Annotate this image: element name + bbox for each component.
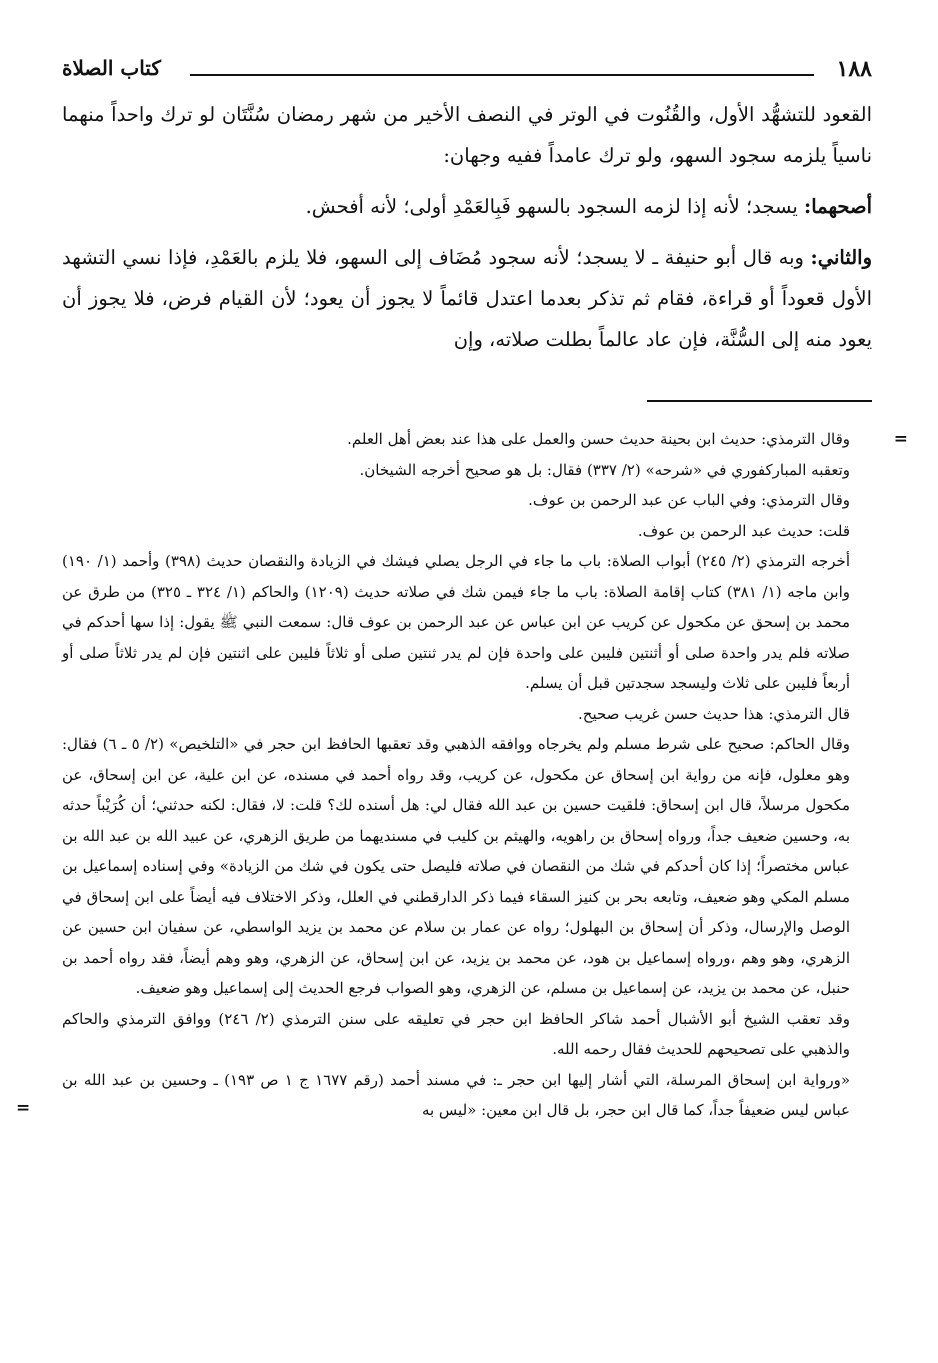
paragraph-3-label: والثاني: bbox=[810, 246, 873, 269]
paragraph-2 bbox=[62, 186, 872, 227]
paragraph-2-text: يسجد؛ لأنه إذا لزمه السجود بالسهو فَبِالعَمْدِ أولى؛ لأنه أفحش. bbox=[305, 195, 798, 218]
page-number: ١٨٨ bbox=[836, 56, 872, 82]
footnote-line: «ورواية ابن إسحاق المرسلة، التي أشار إليها ابن حجر ـ: في مسند أحمد (رقم ١٦٧٧ ج ١ ص ١٩٣) ـ وحسين بن عبد الله بن عباس ليس ضعيفاً جداً، كما قال ابن حجر، بل قال ابن معين: «ليس به bbox=[62, 1070, 851, 1119]
paragraph-1: القعود للتشهُّد الأول، والقُنُوت في الوتر في النصف الأخير من شهر رمضان سُنَّتَان لو ترك واحداً منهما ناسياً يلزمه سجود السهو، ولو ترك عامداً ففيه وجهان: bbox=[62, 103, 872, 167]
footnote-line: وتعقبه المباركفوري في «شرحه» (٢/ ٣٣٧) فقال: بل هو صحيح أخرجه الشيخان. bbox=[359, 460, 850, 479]
footnote-line: أخرجه الترمذي (٢/ ٢٤٥) أبواب الصلاة: باب ما جاء في الرجل يصلي فيشك في الزيادة والنقصان حديث (٣٩٨) وأحمد (١/ ١٩٠) وابن ماجه (١/ ٣٨١) كتاب إقامة الصلاة: باب ما جاء فيمن شك في صلاته حديث (١٢٠٩) والحاكم (١/ ٣٢٤ ـ ٣٢٥) من طرق عن محمد بن إسحق عن مكحول عن كريب عن ابن عباس عن عبد الرحمن بن عوف قال: سمعت النبي ﷺ يقول: إذا سها أحدكم في صلاته فلم يدر واحدة صلى أو أثنتين فليبن على واحدة فإن لم يدر ثنتين صلى أو ثلاثاً فليبن على اثنتين فإن لم يدر ثلاثاً صلى أو أربعاً فليبن على ثلاث وليسجد سجدتين قبل أن يسلم. bbox=[62, 552, 850, 692]
page-header bbox=[62, 52, 872, 92]
paragraph-3-text: وبه قال أبو حنيفة ـ لا يسجد؛ لأنه سجود مُضَاف إلى السهو، فلا يلزم بالعَمْدِ، فإذا نسي التشهد الأول قعوداً أو قراءة، فقام ثم تذكر بعدما اعتدل قائماً لا يجوز أن يعود؛ لأن القيام فرض، فلا يجوز أن يعود منه إلى السُّنَّة، فإن عاد عالماً بطلت صلاته، وإن bbox=[62, 246, 872, 351]
main-text bbox=[62, 94, 872, 360]
footnote-line: وقال الترمذي: وفي الباب عن عبد الرحمن بن عوف. bbox=[528, 491, 850, 509]
footnote-line: قال الترمذي: هذا حديث حسن غريب صحيح. bbox=[578, 704, 850, 723]
footnote-separator bbox=[647, 400, 872, 402]
footnotes bbox=[16, 424, 908, 1126]
book-page bbox=[16, 52, 908, 1119]
continuation-mark-bottom: = bbox=[16, 1098, 31, 1118]
footnote-line: وقد تعقب الشيخ أبو الأشبال أحمد شاكر الحافظ ابن حجر في تعليقه على سنن الترمذي (٢/ ٢٤٦) ووافق الترمذي والحاكم والذهبي على تصحيحهم للحديث فقال رحمه الله. bbox=[62, 1009, 850, 1058]
paragraph-2-label: أصحهما: bbox=[804, 195, 872, 218]
footnote-line: وقال الحاكم: صحيح على شرط مسلم ولم يخرجاه ووافقه الذهبي وقد تعقبها الحافظ ابن حجر في «التلخيص» (٢/ ٥ ـ ٦) فقال: وهو معلول، فإنه من رواية ابن إسحاق عن مكحول، عن كريب، وقد رواه أحمد في مسنده، عن ابن علية، عن ابن إسحاق، عن مكحول مرسلاً، قال ابن إسحاق: فلقيت حسين بن عبد الله فقال لي: هل أسنده لك؟ قلت: لا، فقال: لكنه حدثني؛ أن كُرَيْباً حدثه به، وحسين ضعيف جداً، ورواه إسحاق بن راهويه، والهيثم بن كليب في مسنديهما من طريق الزهري، عن عبيد الله بن عبد الله بن عباس مختصراً؛ إذا كان أحدكم في شك من النقصان في صلاته فليصل حتى يكون في شك من الزيادة» وفي إسناده إسماعيل بن مسلم المكي وهو ضعيف، وتابعه بحر بن كنيز السقاء فيما ذكر الدارقطني في العلل، وذكر الاختلاف فيه أيضاً على ابن إسحاق في الوصل والإرسال، وذكر أن إسحاق بن البهلول؛ رواه عن عمار بن سلام عن محمد بن يزيد الواسطي، عن سفيان ابن حسين عن الزهري، وهو وهم ،ورواه إسماعيل بن هود، عن محمد بن يزيد، عن ابن إسحاق، عن الزهري، وهو وهم أيضاً، فقد رواه أحمد بن حنبل، عن محمد بن يزيد، عن إسماعيل بن مسلم، عن الزهري، وهو الصواب فرجع الحديث إلى إسماعيل وهو ضعيف. bbox=[62, 735, 850, 997]
continuation-mark-top: = bbox=[893, 429, 908, 449]
footnote-line: قلت: حديث عبد الرحمن بن عوف. bbox=[637, 521, 850, 540]
header-rule bbox=[190, 74, 814, 76]
paragraph-3 bbox=[62, 237, 872, 360]
footnote-line: وقال الترمذي: حديث ابن بحينة حديث حسن والعمل على هذا عند بعض أهل العلم. bbox=[347, 430, 850, 448]
chapter-title: كتاب الصلاة bbox=[62, 56, 161, 80]
